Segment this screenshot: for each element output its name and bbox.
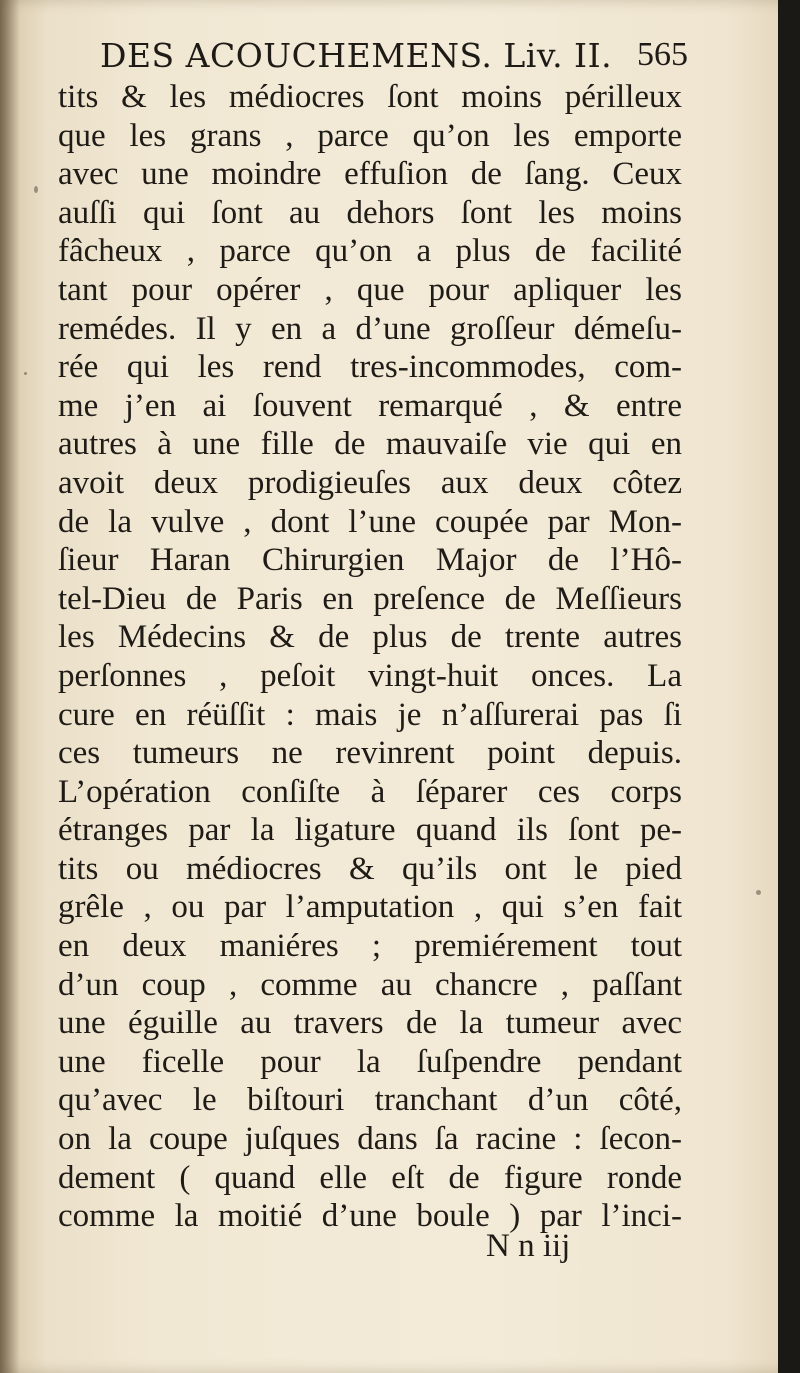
text-line: comme la moitié d’une boule ) par l’inci-	[58, 1198, 682, 1235]
paper-speck	[24, 372, 27, 375]
text-line: une ficelle pour la ſuſpendre pendant	[58, 1043, 682, 1080]
text-line: avec une moindre effuſion de ſang. Ceux	[58, 156, 682, 193]
text-line: me j’en ai ſouvent remarqué , & entre	[58, 387, 682, 424]
page-number: 565	[637, 36, 688, 73]
text-line: tant pour opérer , que pour apliquer les	[58, 271, 682, 308]
text-line: fâcheux , parce qu’on a plus de facilité	[58, 233, 682, 270]
text-line: avoit deux prodigieuſes aux deux côtez	[58, 464, 682, 501]
text-line: qu’avec le biſtouri tranchant d’un côté,	[58, 1082, 682, 1119]
gutter-shadow	[0, 0, 20, 1373]
page-edge-shadow	[778, 0, 800, 1373]
text-line: perſonnes , peſoit vingt-huit onces. La	[58, 657, 682, 694]
text-line: tel-Dieu de Paris en preſence de Meſſieurs	[58, 580, 682, 617]
signature-mark: N n iij	[486, 1228, 571, 1264]
text-line: d’un coup , comme au chancre , paſſant	[58, 966, 682, 1003]
running-title: DES ACOUCHEMENS. Liv. II.	[100, 36, 613, 75]
text-line: tits & les médiocres ſont moins périlleux	[58, 79, 682, 115]
body-text	[58, 78, 682, 1236]
page-header	[100, 36, 688, 84]
text-line: ces tumeurs ne revinrent point depuis.	[58, 735, 682, 772]
text-line: étranges par la ligature quand ils ſont pe-	[58, 812, 682, 849]
text-line: que les grans , parce qu’on les emporte	[58, 117, 682, 154]
paper-speck	[34, 186, 38, 193]
text-line: ſieur Haran Chirurgien Major de l’Hô-	[58, 542, 682, 579]
text-line: autres à une fille de mauvaiſe vie qui en	[58, 426, 682, 463]
paper-speck	[756, 890, 761, 895]
text-line: cure en réüſſit : mais je n’aſſurerai pas ſi	[58, 696, 682, 733]
text-line: auſſi qui ſont au dehors ſont les moins	[58, 194, 682, 231]
text-line: on la coupe juſques dans ſa racine : ſecon-	[58, 1121, 682, 1158]
text-line: tits ou médiocres & qu’ils ont le pied	[58, 850, 682, 887]
text-line: les Médecins & de plus de trente autres	[58, 619, 682, 656]
text-line: une éguille au travers de la tumeur avec	[58, 1005, 682, 1042]
text-line: dement ( quand elle eſt de figure ronde	[58, 1159, 682, 1196]
text-line: rée qui les rend tres-incommodes, com-	[58, 349, 682, 386]
text-line: L’opération conſiſte à ſéparer ces corps	[58, 773, 682, 810]
text-line: en deux maniéres ; premiérement tout	[58, 928, 682, 965]
text-line: remédes. Il y en a d’une groſſeur démeſu-	[58, 310, 682, 347]
text-line: grêle , ou par l’amputation , qui s’en fait	[58, 889, 682, 926]
text-line: de la vulve , dont l’une coupée par Mon-	[58, 503, 682, 540]
